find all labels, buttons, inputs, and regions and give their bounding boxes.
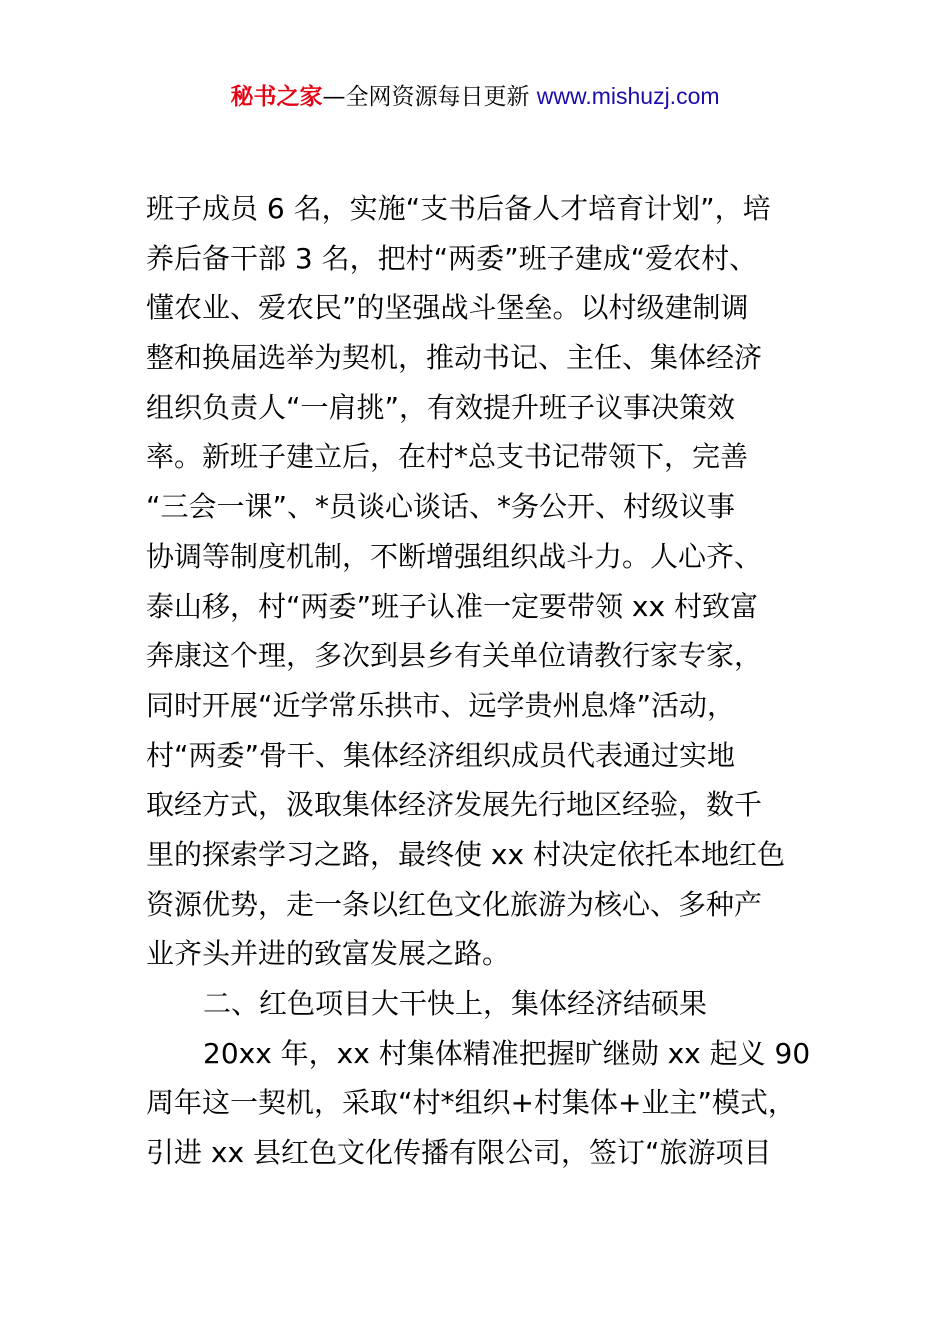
text-line: 取经方式，汲取集体经济发展先行地区经验，数千 [146,788,763,822]
text-line: 村“两委”骨干、集体经济组织成员代表通过实地 [146,738,736,772]
text-line: 引进 xx 县红色文化传播有限公司，签订“旅游项目 [146,1136,772,1170]
section-heading: 二、红色项目大干快上，集体经济结硕果 [203,987,708,1020]
site-brand: 秘书之家 [230,84,323,110]
text-line: “三会一课”、*员谈心谈话、*务公开、村级议事 [146,490,736,524]
text-line: 20xx 年，xx 村集体精准把握旷继勋 xx 起义 90 [203,1036,811,1070]
site-header [0,80,950,113]
text-line: 协调等制度机制，不断增强组织战斗力。人心齐、 [146,539,763,573]
text-line: 里的探索学习之路，最终使 xx 村决定依托本地红色 [146,837,785,871]
text-line: 班子成员 6 名，实施“支书后备人才培育计划”，培 [146,192,771,225]
text-line: 泰山移，村“两委”班子认准一定要带领 xx 村致富 [146,589,758,623]
text-line: 同时开展“近学常乐拱市、远学贵州息烽”活动， [146,688,736,722]
text-line: 奔康这个理，多次到县乡有关单位请教行家专家， [146,639,763,673]
text-line: 率。新班子建立后，在村*总支书记带领下，完善 [146,440,749,474]
text-line: 周年这一契机，采取“村*组织+村集体+业主”模式， [146,1086,796,1120]
text-line: 整和换届选举为契机，推动书记、主任、集体经济 [146,341,763,375]
text-line: 资源优势，走一条以红色文化旅游为核心、多种产 [146,887,763,921]
site-url-link[interactable]: www.mishuzj.com [536,83,720,109]
document-body [146,184,836,1178]
text-line: 业齐头并进的致富发展之路。 [146,937,511,971]
text-line: 组织负责人“一肩挑”，有效提升班子议事决策效 [146,390,736,424]
text-line: 养后备干部 3 名，把村“两委”班子建成“爱农村、 [146,241,758,275]
text-line: 懂农业、爱农民”的坚强战斗堡垒。以村级建制调 [146,291,749,325]
site-tagline: —全网资源每日更新 [322,84,530,110]
